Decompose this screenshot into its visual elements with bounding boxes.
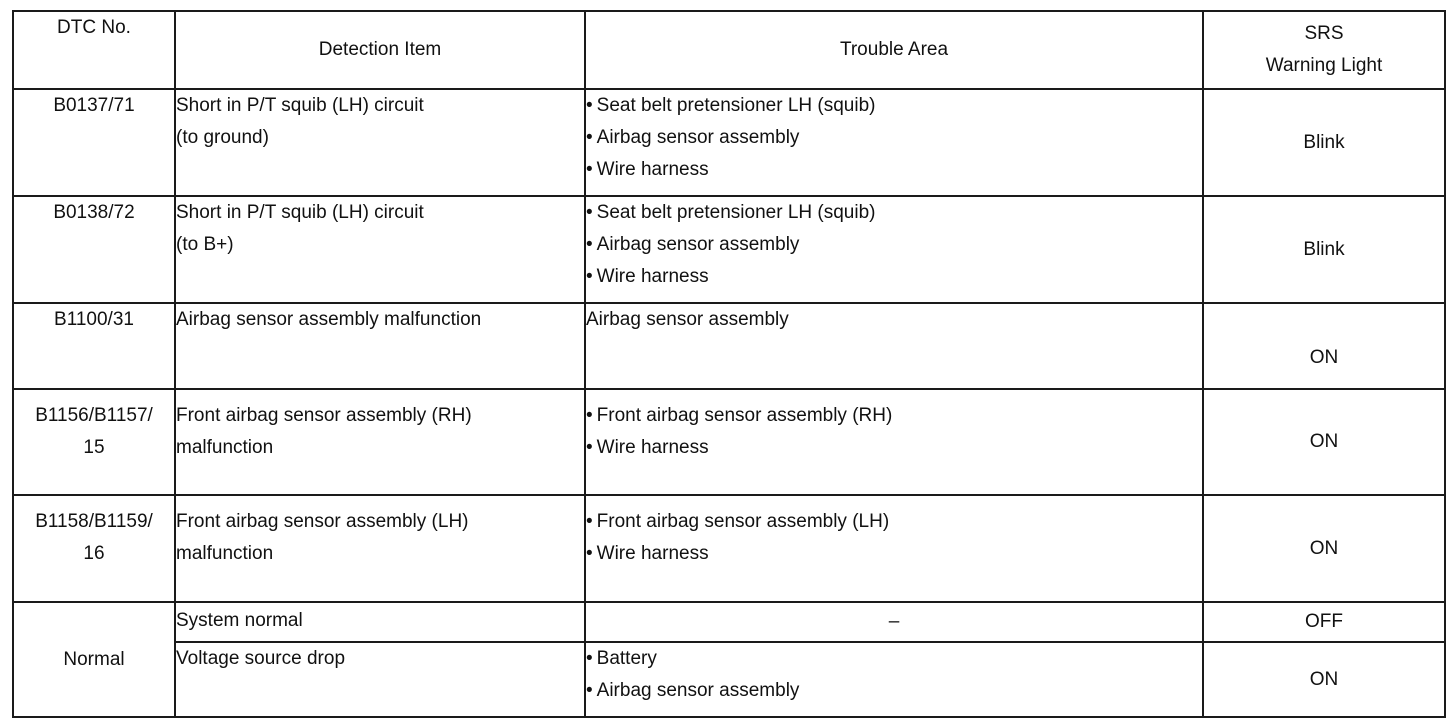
trouble-area-item: Airbag sensor assembly: [586, 309, 789, 330]
trouble-area-cell: [585, 196, 1203, 303]
trouble-area-item: • Wire harness: [586, 261, 1202, 293]
header-light-line1: SRS: [1304, 23, 1344, 44]
header-row: [13, 11, 1445, 89]
trouble-area-item: • Airbag sensor assembly: [586, 229, 1202, 261]
dtc-cell: [13, 495, 175, 602]
detection-item-text: (to ground): [176, 127, 269, 148]
detection-item-text: (to B+): [176, 234, 234, 255]
header-detection-item: Detection Item: [175, 11, 585, 89]
header-dtc-no: DTC No.: [13, 11, 175, 89]
trouble-area-item: • Front airbag sensor assembly (LH): [586, 506, 1202, 538]
table-row: [13, 89, 1445, 196]
detection-item-text: malfunction: [176, 437, 274, 458]
dtc-cell: [13, 303, 175, 389]
trouble-area-cell: [585, 303, 1203, 389]
warning-light-cell: ON: [1203, 303, 1445, 389]
detection-item-cell: [175, 303, 585, 389]
trouble-area-item: • Wire harness: [586, 432, 1202, 464]
dtc-cell: [13, 196, 175, 303]
detection-item-cell: Voltage source drop: [175, 642, 585, 717]
warning-light-cell: Blink: [1203, 196, 1445, 303]
warning-light-cell: OFF: [1203, 602, 1445, 642]
table-row: [13, 196, 1445, 303]
trouble-area-item: • Wire harness: [586, 154, 1202, 186]
dtc-cell: [13, 389, 175, 495]
detection-item-text: Front airbag sensor assembly (RH): [176, 405, 472, 426]
trouble-area-cell: [585, 389, 1203, 495]
trouble-area-item: • Wire harness: [586, 538, 1202, 570]
trouble-area-cell: –: [585, 602, 1203, 642]
warning-light-cell: ON: [1203, 642, 1445, 717]
dtc-code: 16: [83, 543, 105, 564]
header-trouble-area: Trouble Area: [585, 11, 1203, 89]
detection-item-cell: [175, 196, 585, 303]
detection-item-cell: [175, 89, 585, 196]
detection-item-cell: System normal: [175, 602, 585, 642]
trouble-area-cell: [585, 495, 1203, 602]
dtc-table: [12, 10, 1446, 718]
detection-item-text: Short in P/T squib (LH) circuit: [176, 95, 424, 116]
table-row: [13, 602, 1445, 642]
trouble-area-item: • Seat belt pretensioner LH (squib): [586, 90, 1202, 122]
detection-item-cell: [175, 495, 585, 602]
dtc-code: B0137/71: [53, 95, 135, 116]
dtc-code: B1158/B1159/: [35, 511, 153, 532]
dtc-code: B1100/31: [54, 309, 134, 330]
detection-item-text: Airbag sensor assembly malfunction: [176, 309, 482, 330]
dtc-cell: [13, 89, 175, 196]
table-row: [13, 303, 1445, 389]
trouble-area-item: • Airbag sensor assembly: [586, 675, 1202, 707]
header-light-line2: Warning Light: [1265, 55, 1383, 76]
table-row: [13, 495, 1445, 602]
dtc-code: B1156/B1157/: [35, 405, 153, 426]
detection-item-text: malfunction: [176, 543, 274, 564]
dtc-cell-normal: Normal: [13, 602, 175, 717]
detection-item-text: Short in P/T squib (LH) circuit: [176, 202, 424, 223]
table-row: [13, 389, 1445, 495]
trouble-area-item: • Seat belt pretensioner LH (squib): [586, 197, 1202, 229]
trouble-area-item: • Front airbag sensor assembly (RH): [586, 400, 1202, 432]
detection-item-text: Front airbag sensor assembly (LH): [176, 511, 469, 532]
dtc-code: B0138/72: [53, 202, 135, 223]
warning-light-cell: ON: [1203, 389, 1445, 495]
trouble-area-item: • Battery: [586, 643, 1202, 675]
trouble-area-cell: [585, 642, 1203, 717]
warning-light-cell: ON: [1203, 495, 1445, 602]
trouble-area-cell: [585, 89, 1203, 196]
detection-item-cell: [175, 389, 585, 495]
trouble-area-item: • Airbag sensor assembly: [586, 122, 1202, 154]
table-row: [13, 642, 1445, 717]
warning-light-cell: Blink: [1203, 89, 1445, 196]
header-srs-warning-light: [1203, 11, 1445, 89]
dtc-code: 15: [83, 437, 105, 458]
